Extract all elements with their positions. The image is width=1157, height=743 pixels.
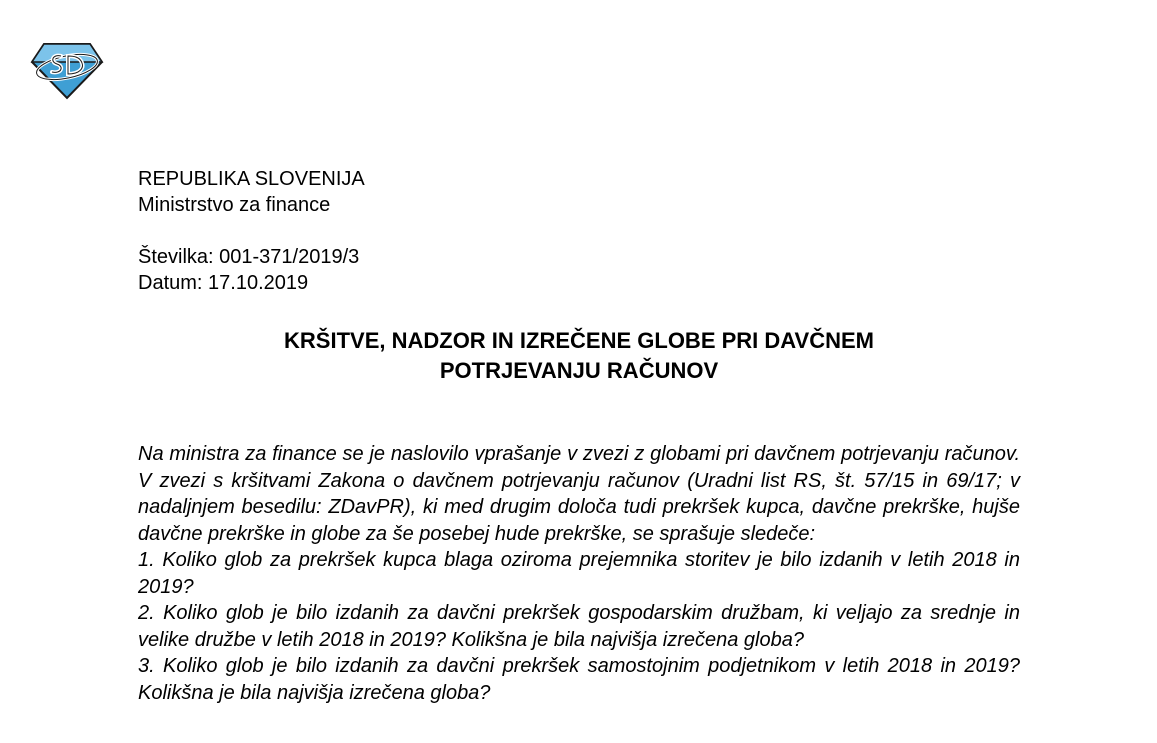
title-line-1: KRŠITVE, NADZOR IN IZREČENE GLOBE PRI DAVČNEM [284, 328, 874, 353]
document-header [138, 166, 365, 296]
question-2: 2. Koliko glob je bilo izdanih za davčni prekršek gospodarskim družbam, ki veljajo za srednje in velike družbe v letih 2018 in 2019? Kolikšna je bila najvišja izrečena globa? [138, 602, 1020, 651]
ministry-name: Ministrstvo za finance [138, 194, 331, 216]
document-title [138, 326, 1020, 386]
title-line-2: POTRJEVANJU RAČUNOV [439, 358, 719, 383]
country-name: REPUBLIKA SLOVENIJA [138, 168, 365, 190]
document-date: Datum: 17.10.2019 [138, 272, 309, 294]
intro-paragraph: Na ministra za finance se je naslovilo vprašanje v zvezi z globami pri davčnem potrjevanju računov. V zvezi s kršitvami Zakona o davčnem potrjevanju računov (Uradni list RS, št. 57/15 in 69/17; v nadaljnjem besedilu: ZDavPR), ki med drugim določa tudi prekršek kupca, davčne prekrške, hujše davčne prekrške in globe za še posebej hude prekrške, se sprašuje sledeče: [138, 443, 1020, 545]
question-1: 1. Koliko glob za prekršek kupca blaga oziroma prejemnika storitev je bilo izdanih v letih 2018 in 2019? [138, 549, 1020, 598]
document-number: Številka: 001-371/2019/3 [138, 246, 360, 268]
document-body [138, 441, 1020, 706]
sd-logo-icon [30, 40, 104, 100]
question-3: 3. Koliko glob je bilo izdanih za davčni prekršek samostojnim podjetnikom v letih 2018 in 2019? Kolikšna je bila najvišja izrečena globa? [138, 655, 1020, 704]
logo [30, 40, 104, 100]
